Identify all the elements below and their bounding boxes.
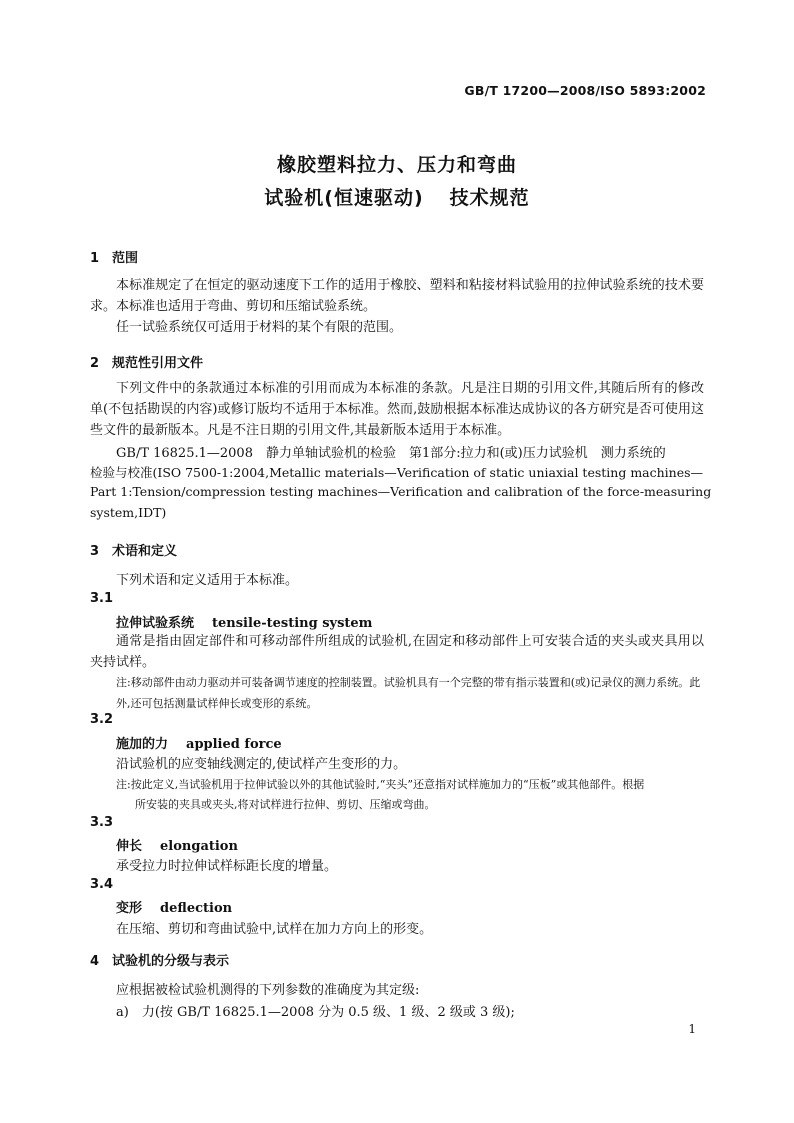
title-part-b: 技术规范 (449, 187, 530, 209)
document-title-line2 (0, 183, 794, 210)
section-4-item-a: a) 力(按 GB/T 16825.1—2008 分为 0.5 级、1 级、2 级或 3 级); (116, 1005, 515, 1020)
reference-line-2: 检验与校准(ISO 7500-1:2004,Metallic materials—Verification of static uniaxial testing machines— (90, 465, 704, 480)
term-english: elongation (160, 839, 238, 854)
reference-line-4: system,IDT) (90, 505, 167, 520)
clause-3-3-term (116, 835, 238, 854)
document-title-line1: 橡胶塑料拉力、压力和弯曲 (276, 154, 517, 176)
term-chinese: 施加的力 (116, 737, 169, 752)
clause-3-1-note: 注:移动部件由动力驱动并可装备调节速度的控制装置。试验机具有一个完整的带有指示装置和(或)记录仪的测力系统。此外,还可包括测量试样伸长或变形的系统。 (116, 676, 701, 710)
clause-3-2-note-line-1: 注:按此定义,当试验机用于拉伸试验以外的其他试验时,“夹头”还意指对试样施加力的“压板”或其他部件。根据 (116, 778, 645, 791)
term-english: applied force (186, 737, 282, 752)
section-1-paragraph-1: 本标准规定了在恒定的驱动速度下工作的适用于橡胶、塑料和粘接材料试验用的拉伸试验系统的技术要求。本标准也适用于弯曲、剪切和压缩试验系统。 (90, 278, 704, 314)
clause-3-1-term (116, 612, 372, 631)
clause-3-2-note-line-2: 所安装的夹具或夹头,将对试样进行拉伸、剪切、压缩或弯曲。 (135, 798, 436, 811)
term-english: deflection (160, 901, 233, 916)
clause-3-1-definition: 通常是指由固定部件和可移动部件所组成的试验机,在固定和移动部件上可安装合适的夹头或夹具用以夹持试样。 (90, 634, 704, 670)
clause-3-1-number: 3.1 (90, 591, 114, 606)
term-chinese: 拉伸试验系统 (116, 616, 195, 631)
standard-number: GB/T 17200—2008/ISO 5893:2002 (464, 83, 706, 98)
clause-3-4-number: 3.4 (90, 877, 114, 892)
section-title: 规范性引用文件 (112, 356, 204, 371)
section-title: 范围 (112, 251, 139, 266)
section-1-heading (90, 247, 138, 266)
clause-3-4-definition: 在压缩、剪切和弯曲试验中,试样在加力方向上的形变。 (116, 922, 433, 937)
clause-3-2-number: 3.2 (90, 712, 114, 727)
section-number: 2 (90, 356, 100, 371)
section-2-heading (90, 352, 203, 371)
section-1-paragraph-2: 任一试验系统仅可适用于材料的某个有限的范围。 (116, 320, 403, 335)
section-number: 4 (90, 954, 100, 969)
section-title: 试验机的分级与表示 (112, 954, 230, 969)
term-english: tensile-testing system (212, 616, 373, 631)
clause-3-3-definition: 承受拉力时拉伸试样标距长度的增量。 (116, 859, 338, 874)
clause-3-2-definition: 沿试验机的应变轴线测定的,使试样产生变形的力。 (116, 757, 407, 772)
section-3-heading (90, 540, 177, 559)
clause-3-2-term (116, 733, 282, 752)
section-3-intro: 下列术语和定义适用于本标准。 (116, 573, 299, 588)
reference-line-3: Part 1:Tension/compression testing machines—Verification and calibration of the force-measuring (90, 484, 712, 499)
section-number: 3 (90, 544, 100, 559)
section-title: 术语和定义 (112, 544, 178, 559)
section-number: 1 (90, 251, 100, 266)
section-4-heading (90, 950, 229, 969)
section-4-intro: 应根据被检试验机测得的下列参数的准确度为其定级: (116, 983, 420, 998)
title-part-a: 试验机(恒速驱动) (264, 187, 424, 209)
clause-3-3-number: 3.3 (90, 815, 114, 830)
term-chinese: 伸长 (116, 839, 143, 854)
reference-line-1: GB/T 16825.1—2008 静力单轴试验机的检验 第1部分:拉力和(或)压力试验机 测力系统的 (116, 446, 666, 461)
page-number: 1 (688, 1022, 696, 1036)
section-2-paragraph-1: 下列文件中的条款通过本标准的引用而成为本标准的条款。凡是注日期的引用文件,其随后所有的修改单(不包括勘误的内容)或修订版均不适用于本标准。然而,鼓励根据本标准达成协议的各方研究是否可使用这些文件的最新版本。凡是不注日期的引用文件,其最新版本适用于本标准。 (90, 381, 704, 438)
term-chinese: 变形 (116, 901, 143, 916)
clause-3-4-term (116, 897, 232, 916)
